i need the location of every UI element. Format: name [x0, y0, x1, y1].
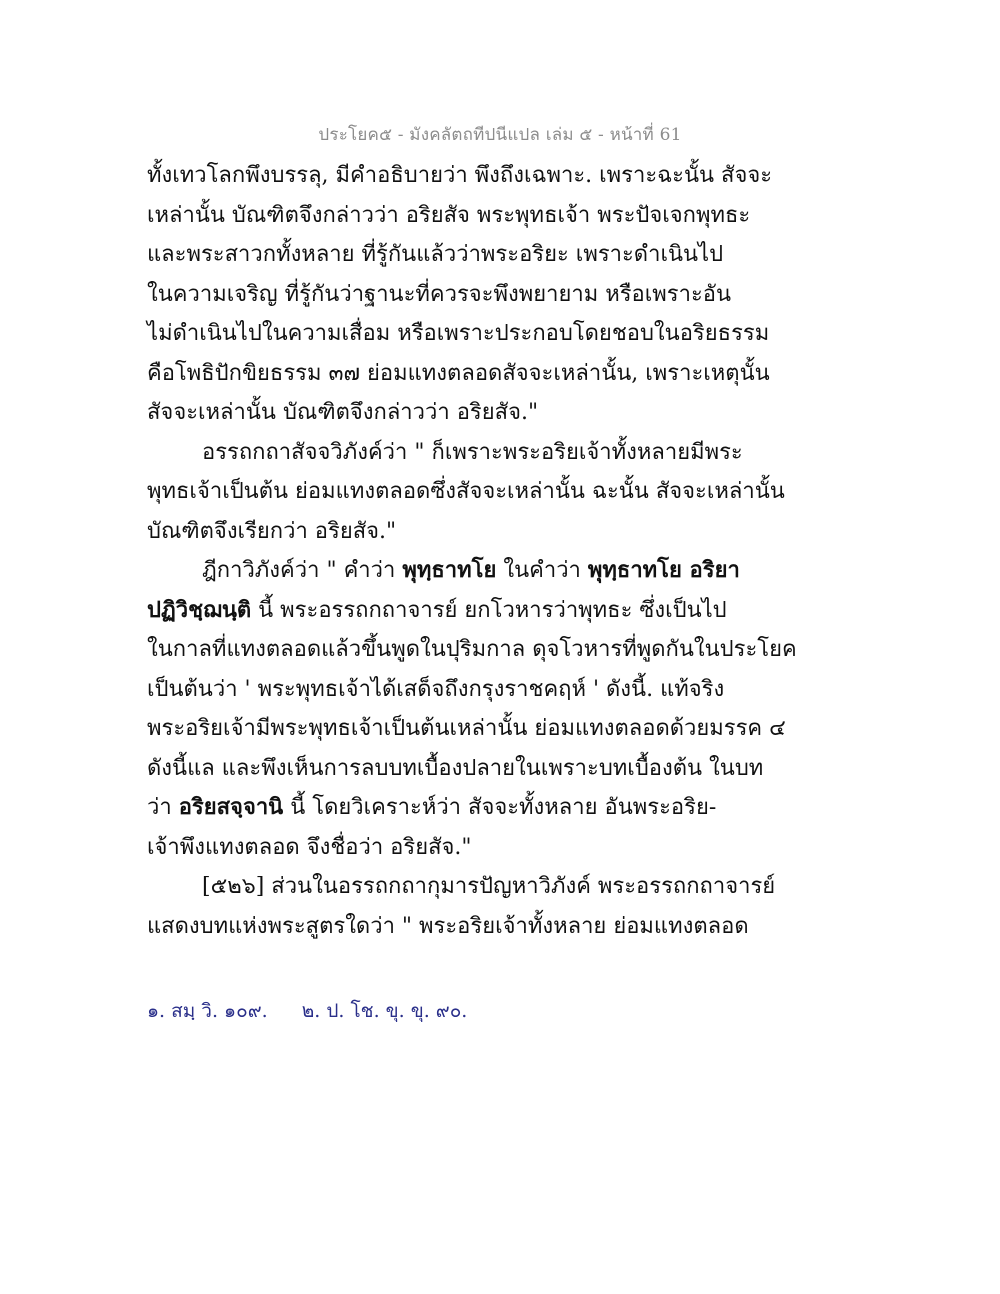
text-line: ไม่ดำเนินไปในความเสื่อม หรือเพราะประกอบโดยชอบในอริยธรรม — [147, 321, 770, 346]
paragraph-start-line: อรรถกถาสัจจวิภังค์ว่า " ก็เพราะพระอริยเจ้าทั้งหลายมีพระ — [202, 439, 743, 465]
footnote-1: ๑. สมฺ วิ. ๑๐๙. — [147, 1000, 268, 1022]
page-header: ประโยค๕ - มังคลัตถทีปนีแปล เล่ม ๕ - หน้าที่ 61 — [318, 125, 682, 145]
bold-term: พุทฺธาทโย — [402, 557, 497, 583]
text-line: ดังนี้แล และพึงเห็นการลบบทเบื้องปลายในเพราะบทเบื้องต้น ในบท — [147, 755, 764, 781]
bold-term: พุทฺธาทโย อริยา — [587, 557, 740, 583]
paragraph-start-line: [๕๒๖] ส่วนในอรรถกถากุมารปัญหาวิภังค์ พระอรรถกถาจารย์ — [202, 874, 776, 899]
text-line: ในกาลที่แทงตลอดแล้วขึ้นพูดในปุริมกาล ดุจโวหารที่พูดกันในประโยค — [147, 637, 797, 662]
text-segment: ฎีกาวิภังค์ว่า " คำว่า — [202, 558, 403, 583]
paragraph-start-line — [147, 551, 740, 591]
text-line — [147, 591, 727, 631]
text-line: สัจจะเหล่านั้น บัณฑิตจึงกล่าวว่า อริยสัจ." — [147, 400, 539, 425]
text-line: เหล่านั้น บัณฑิตจึงกล่าวว่า อริยสัจ พระพุทธเจ้า พระปัจเจกพุทธะ — [147, 202, 751, 228]
text-line: ในความเจริญ ที่รู้กันว่าฐานะที่ควรจะพึงพยายาม หรือเพราะอัน — [147, 281, 732, 307]
text-line: พุทธเจ้าเป็นต้น ย่อมแทงตลอดซึ่งสัจจะเหล่านั้น ฉะนั้น สัจจะเหล่านั้น — [147, 479, 785, 504]
text-segment: ในคำว่า — [496, 558, 588, 583]
text-segment: นี้ พระอรรถกถาจารย์ ยกโวหารว่าพุทธะ ซึ่งเป็นไป — [251, 597, 727, 623]
text-line: บัณฑิตจึงเรียกว่า อริยสัจ." — [147, 518, 397, 544]
body-text — [147, 156, 797, 946]
text-line — [147, 788, 727, 828]
text-line: เจ้าพึงแทงตลอด จึงชื่อว่า อริยสัจ." — [147, 834, 472, 860]
text-line: ทั้งเทวโลกพึงบรรลุ, มีคำอธิบายว่า พึงถึงเฉพาะ. เพราะฉะนั้น สัจจะ — [147, 163, 773, 188]
footnote-2: ๒. ป. โช. ขุ. ขุ. ๙๐. — [301, 1000, 468, 1022]
text-line: เป็นต้นว่า ' พระพุทธเจ้าได้เสด็จถึงกรุงราชคฤห์ ' ดังนี้. แท้จริง — [147, 676, 725, 702]
text-segment: นี้ โดยวิเคราะห์ว่า สัจจะทั้งหลาย อันพระอริย- — [283, 795, 717, 820]
bold-term: อริยสจฺจานิ — [178, 794, 284, 820]
text-segment: ว่า — [147, 795, 179, 820]
text-line: และพระสาวกทั้งหลาย ที่รู้กันแล้วว่าพระอริยะ เพราะดำเนินไป — [147, 242, 724, 267]
text-line: พระอริยเจ้ามีพระพุทธเจ้าเป็นต้นเหล่านั้น ย่อมแทงตลอดด้วยมรรค ๔ — [147, 716, 786, 741]
text-line: แสดงบทแห่งพระสูตรใดว่า " พระอริยเจ้าทั้งหลาย ย่อมแทงตลอด — [147, 913, 749, 939]
bold-term: ปฏิวิชฺฌนฺติ — [147, 596, 252, 623]
text-line: คือโพธิปักขิยธรรม ๓๗ ย่อมแทงตลอดสัจจะเหล่านั้น, เพราะเหตุนั้น — [147, 360, 770, 386]
footnotes — [147, 996, 467, 1026]
